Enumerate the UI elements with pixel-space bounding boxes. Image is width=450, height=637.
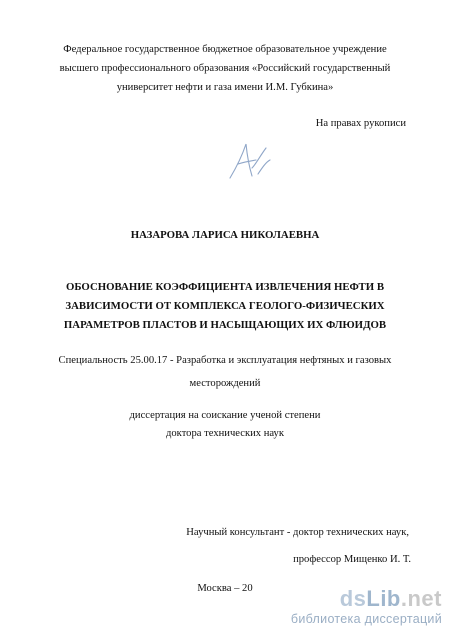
manuscript-note: На правах рукописи <box>315 118 406 129</box>
watermark-logo-part-ds: ds <box>339 586 367 611</box>
dslib-watermark <box>290 586 448 634</box>
degree-line-2: доктора технических наук <box>166 428 284 439</box>
institution-line-2: высшего профессионального образования «Российский государственный <box>59 63 391 74</box>
watermark-subtitle: библиотека диссертаций <box>290 612 442 626</box>
watermark-logo-part-net: .net <box>400 586 442 611</box>
handwritten-signature-icon <box>222 138 274 186</box>
degree-line-1: диссертация на соискание ученой степени <box>129 410 321 421</box>
city-year: Москва – 20 <box>197 583 253 594</box>
specialty-line-2: месторождений <box>189 378 261 389</box>
title-line-3: ПАРАМЕТРОВ ПЛАСТОВ И НАСЫЩАЮЩИХ ИХ ФЛЮИДОВ <box>63 319 387 331</box>
watermark-logo-part-lib: Lib <box>366 586 401 611</box>
title-line-1: ОБОСНОВАНИЕ КОЭФФИЦИЕНТА ИЗВЛЕЧЕНИЯ НЕФТИ В <box>65 281 385 293</box>
advisor-line-2: профессор Мищенко И. Т. <box>293 554 411 565</box>
advisor-line-1: Научный консультант - доктор технических наук, <box>186 527 409 538</box>
specialty-line-1: Специальность 25.00.17 - Разработка и эксплуатация нефтяных и газовых <box>58 355 392 366</box>
watermark-logo <box>340 586 442 612</box>
title-line-2: ЗАВИСИМОСТИ ОТ КОМПЛЕКСА ГЕОЛОГО-ФИЗИЧЕСКИХ <box>65 300 385 312</box>
institution-line-3: университет нефти и газа имени И.М. Губкина» <box>116 82 334 93</box>
institution-line-1: Федеральное государственное бюджетное образовательное учреждение <box>63 44 387 55</box>
author-name: НАЗАРОВА ЛАРИСА НИКОЛАЕВНА <box>130 229 320 241</box>
